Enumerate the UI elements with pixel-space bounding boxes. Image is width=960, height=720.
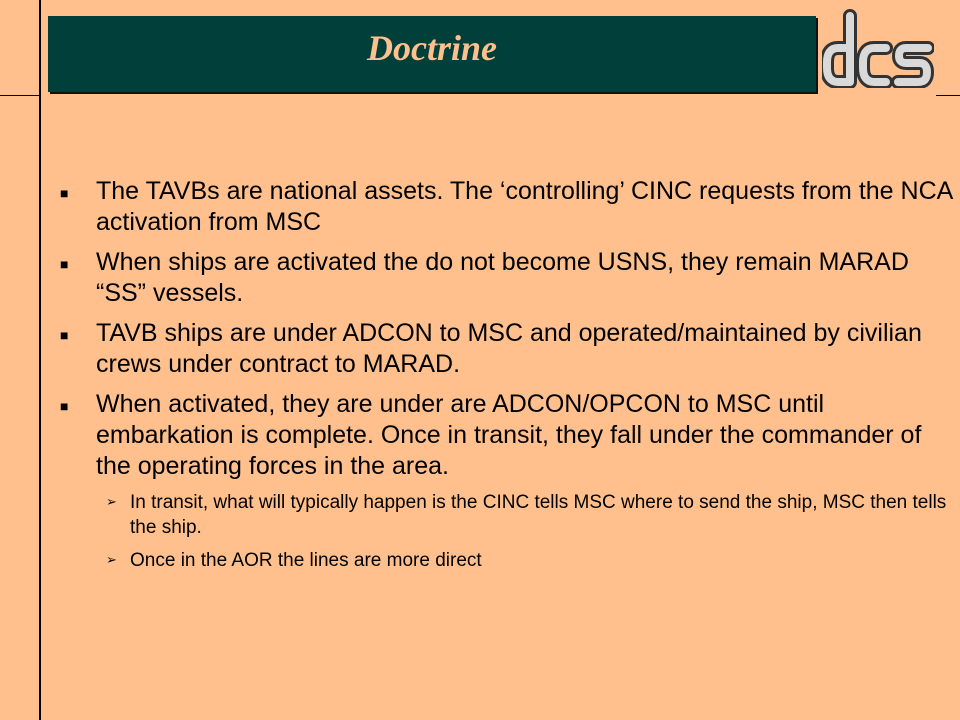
sub-bullet-item (106, 548, 958, 573)
square-bullet-icon: ■ (60, 327, 69, 343)
left-divider-line (39, 0, 41, 720)
square-bullet-icon: ■ (60, 256, 69, 272)
slide-content (58, 176, 958, 581)
left-horizontal-rule (0, 95, 40, 96)
square-bullet-icon: ■ (60, 398, 69, 414)
dcs-logo (822, 8, 934, 88)
bullet-text: The TAVBs are national assets. The ‘controlling’ CINC requests from the NCA activation from MSC (96, 177, 952, 236)
bullet-item (58, 389, 958, 482)
bullet-item (58, 176, 958, 238)
sub-bullet-item (106, 490, 958, 540)
square-bullet-icon: ■ (60, 185, 69, 201)
arrow-bullet-icon: ➢ (106, 494, 117, 509)
arrow-bullet-icon: ➢ (106, 552, 117, 567)
sub-bullet-text: Once in the AOR the lines are more direct (130, 550, 482, 571)
sub-bullet-text: In transit, what will typically happen is the CINC tells MSC where to send the ship, MSC then tells the ship. (130, 492, 947, 538)
bullet-item (58, 318, 958, 380)
title-bar (48, 16, 816, 92)
bullet-text: When activated, they are under are ADCON/OPCON to MSC until embarkation is complete. Once in transit, they fall under the commander of the operating forces in the area. (96, 390, 922, 480)
right-horizontal-rule (936, 95, 960, 96)
bullet-text: TAVB ships are under ADCON to MSC and operated/maintained by civilian crews under contract to MARAD. (96, 319, 922, 378)
slide-title: Doctrine (367, 28, 497, 68)
sub-bullet-list (106, 490, 958, 573)
bullet-item (58, 247, 958, 309)
bullet-text: When ships are activated the do not become USNS, they remain MARAD “SS” vessels. (96, 248, 909, 307)
